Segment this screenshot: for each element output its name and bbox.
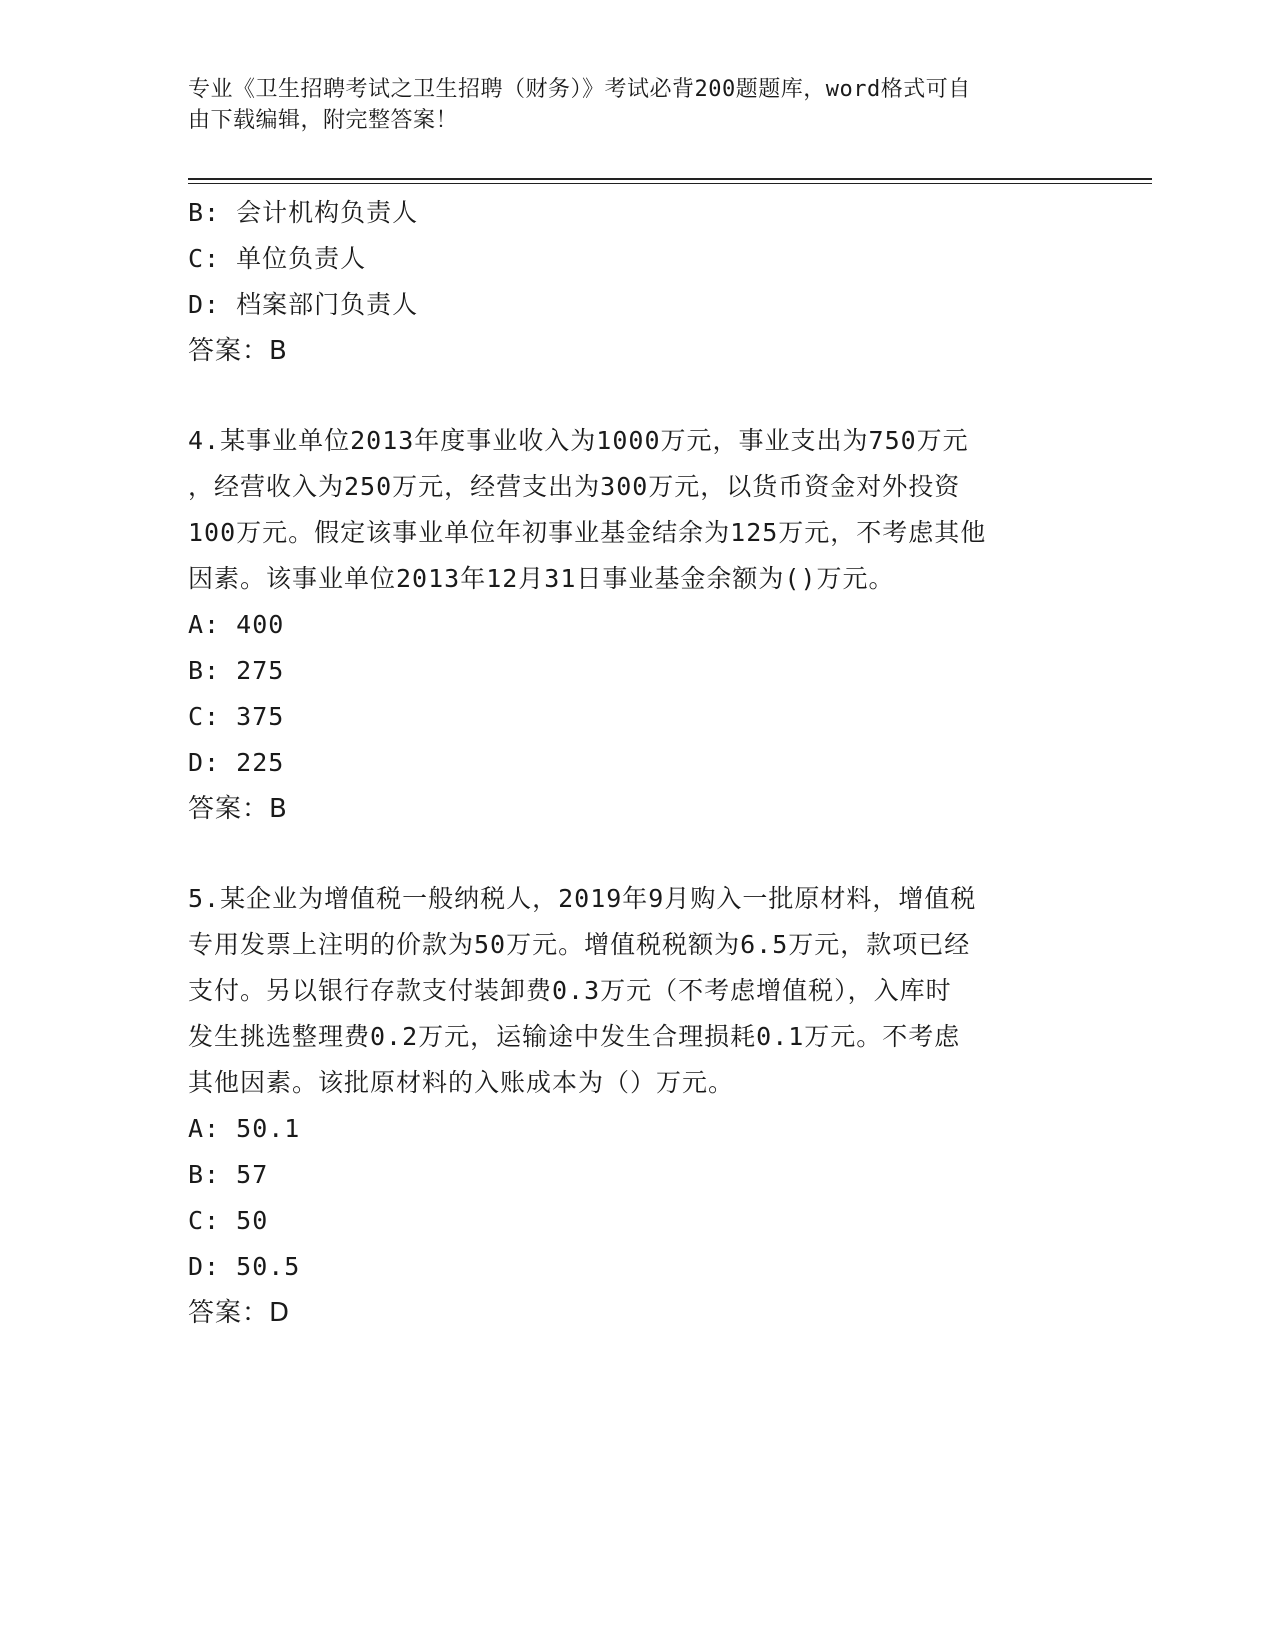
option-d: D: 225 [188, 748, 285, 777]
option-a: A: 400 [188, 610, 285, 639]
answer-line: 答案：B [188, 336, 288, 366]
stem-line: 4.某事业单位2013年度事业收入为1000万元，事业支出为750万元 [188, 426, 969, 455]
option-b: B: 57 [188, 1160, 269, 1189]
option-d: D: 档案部门负责人 [188, 290, 419, 319]
stem-line: 发生挑选整理费0.2万元，运输途中发生合理损耗0.1万元。不考虑 [188, 1022, 961, 1051]
option-d: D: 50.5 [188, 1252, 301, 1281]
previous-question-tail [188, 190, 1088, 374]
header-divider-thin [188, 183, 1152, 184]
stem-line: 支付。另以银行存款支付装卸费0.3万元（不考虑增值税），入库时 [188, 976, 952, 1005]
stem-line: 5.某企业为增值税一般纳税人，2019年9月购入一批原材料，增值税 [188, 884, 977, 913]
option-a: A: 50.1 [188, 1114, 301, 1143]
stem-line: 100万元。假定该事业单位年初事业基金结余为125万元，不考虑其他 [188, 518, 987, 547]
stem-line: 专用发票上注明的价款为50万元。增值税税额为6.5万元，款项已经 [188, 930, 971, 959]
header-line-2: 由下载编辑，附完整答案！ [188, 108, 459, 133]
answer-line: 答案：D [188, 1298, 291, 1328]
header-line-1: 专业《卫生招聘考试之卫生招聘（财务）》考试必背200题题库，word格式可自 [188, 77, 971, 102]
question-5 [188, 876, 1088, 1336]
header-divider-thick [188, 178, 1152, 180]
document-header [188, 74, 1068, 136]
question-stem [188, 876, 1088, 1106]
document-body [188, 190, 1088, 1336]
option-c: C: 375 [188, 702, 285, 731]
answer-line: 答案：B [188, 794, 288, 824]
option-b: B: 会计机构负责人 [188, 198, 419, 227]
stem-line: 其他因素。该批原材料的入账成本为（）万元。 [188, 1068, 735, 1097]
stem-line: ，经营收入为250万元，经营支出为300万元，以货币资金对外投资 [188, 472, 961, 501]
question-stem [188, 418, 1088, 602]
option-b: B: 275 [188, 656, 285, 685]
option-c: C: 50 [188, 1206, 269, 1235]
stem-line: 因素。该事业单位2013年12月31日事业基金余额为()万元。 [188, 564, 895, 593]
option-c: C: 单位负责人 [188, 244, 367, 273]
question-4 [188, 418, 1088, 832]
